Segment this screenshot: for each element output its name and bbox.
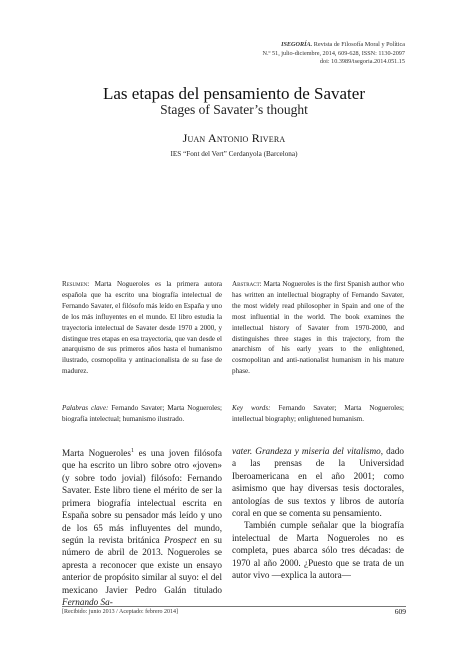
resumen-text: Marta Nogueroles es la primera autora española que ha escrito una biografía intelectual de Fernando Savater, el filósofo más leído en España y uno de los más influyentes en el mundo. El libro estudia la trayectoria intelectual de Savater desde 1970 a 2000, y distingue tres etapas en esa trayectoria, que van desde el anarquismo de sus primeros años hasta el humanismo ilustrado, cosmopolita y antinacionalista de su fase de madurez. <box>62 280 222 376</box>
body-paragraph: También cumple señalar que la biografía intelectual de Marta Nogueroles no es completa, pues abarca sólo tres décadas: de 1970 al año 2000. ¿Puesto que se trata de un autor vivo —explica la autora— <box>232 520 404 581</box>
key-words-label: Key words: <box>232 404 271 412</box>
page-number: 609 <box>394 607 406 616</box>
body-text-run: , dado a las prensas de la Universidad Iberoamericana en el año 2001; como asimismo que hay diversas tesis doctorales, antologías de sus textos y libros de autoría coral en que se comenta su pensamiento. <box>232 446 404 519</box>
body-column-right <box>232 445 404 581</box>
body-column-left <box>62 445 222 608</box>
key-words-block <box>232 403 404 425</box>
resumen-label: Resumen: <box>62 280 90 288</box>
journal-issue: N.º 51, julio-diciembre, 2014, 609-628, ISSN: 1130-2097 <box>262 49 405 57</box>
italic-title: Prospect <box>164 534 197 545</box>
abstract-block <box>232 279 404 377</box>
palabras-clave-label: Palabras clave: <box>62 404 109 412</box>
received-accepted-dates: [Recibido: junio 2013 / Aceptado: febrero 2014] <box>62 609 178 615</box>
footer-rule <box>62 606 406 607</box>
body-paragraph <box>232 445 404 519</box>
abstract-text: Marta Nogueroles is the first Spanish author who has written an intellectual biography of Fernando Savater, the most widely read philosopher in Spain and one of the most influential in the world. The book examines the intellectual history of Savater from 1970-2000, and distinguishes three stages in this trajectory, from the anarchism of his early years to the enlightened, cosmopolitan and anti-nationalist humanism in his mature phase. <box>232 280 404 376</box>
abstract-label: Abstract: <box>232 280 262 288</box>
key-words-text: Fernando Savater; Marta Nogueroles; intellectual biography; enlightened humanism. <box>232 404 404 423</box>
resumen-block <box>62 279 222 377</box>
palabras-clave-block <box>62 403 222 425</box>
body-paragraph <box>62 445 222 608</box>
italic-title: vater. Grandeza y miseria del vitalismo <box>232 446 381 456</box>
article-subtitle: Stages of Savater’s thought <box>160 102 308 117</box>
journal-title-line <box>145 41 405 50</box>
palabras-clave-text: Fernando Savater; Marta Nogueroles; biografía intelectual; humanismo ilustrado. <box>62 404 222 423</box>
journal-header <box>145 41 405 67</box>
body-text-run: Marta Nogueroles <box>62 448 131 459</box>
article-title: Las etapas del pensamiento de Savater <box>103 84 365 103</box>
body-text-run: es una joven filósofa que ha escrito un libro sobre otro «joven» (y sobre todo jovial) filósofo: Fernando Savater. Este libro tiene el mérito de ser la primera biografía intelectual escrita en España sobre su pensador más leído y uno de los 65 más influyentes del mundo, según la revista británica <box>62 448 222 545</box>
author-affiliation: IES “Font del Vert” Cerdanyola (Barcelona) <box>170 150 298 158</box>
journal-name-rest: Revista de Filosofía Moral y Política <box>312 41 405 48</box>
footnote-marker: 1 <box>130 448 134 454</box>
journal-doi: doi: 10.3989/isegoria.2014.051.15 <box>319 58 405 66</box>
italic-title: Fernando Sa- <box>62 596 113 607</box>
body-text-run: en su número de abril de 2013. Nogueroles se apresta a reconocer que existe un ensayo anterior de propósito similar al suyo: el del mexicano Javier Pedro Galán titulado <box>62 534 223 595</box>
journal-name: ISEGORÍA. <box>281 41 313 48</box>
author-name: Juan Antonio Rivera <box>182 131 286 145</box>
